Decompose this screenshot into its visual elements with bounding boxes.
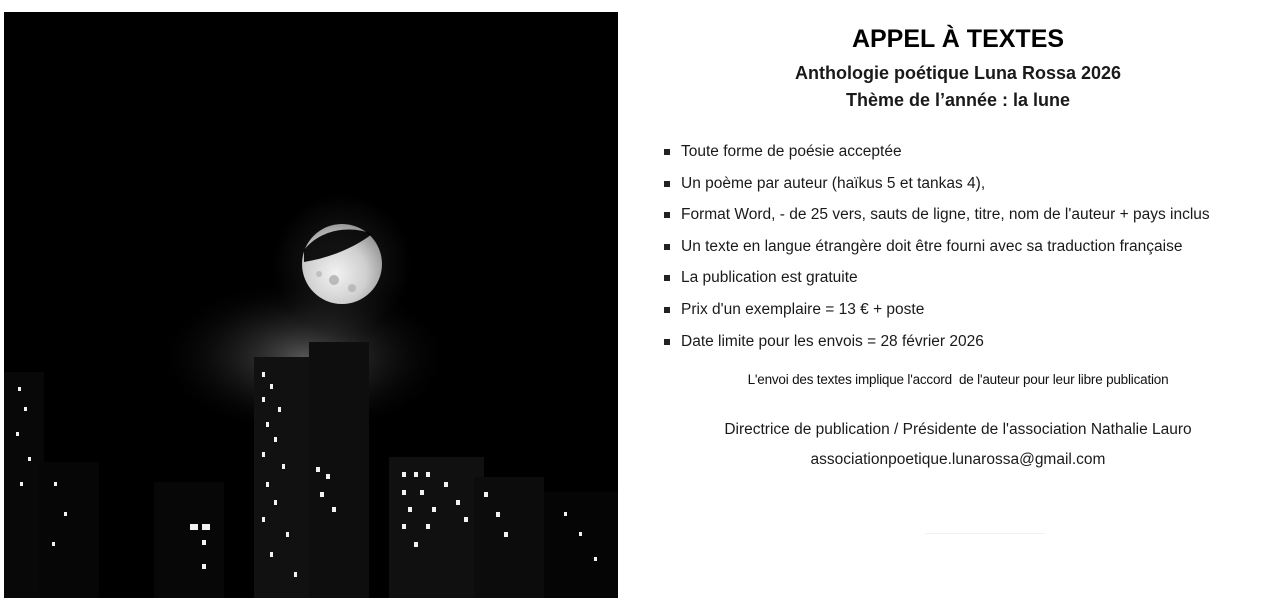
contact-email[interactable]: associationpoetique.lunarossa@gmail.com [810,450,1106,468]
page-title: APPEL À TEXTES [851,25,1065,53]
bullet-icon [664,181,670,187]
list-item-text: Format Word, - de 25 vers, sauts de ligne, titre, nom de l'auteur + pays inclus [681,206,1210,224]
bullet-icon [664,307,670,313]
bullet-icon [664,339,670,345]
list-item-text: La publication est gratuite [681,269,858,287]
bullet-icon [664,149,670,155]
publication-director: Directrice de publication / Présidente de l'association Nathalie Lauro [724,420,1192,438]
list-item [662,268,1276,288]
list-item-text: Un poème par auteur (haïkus 5 et tankas 4), [681,174,986,192]
list-item-text: Prix d'un exemplaire = 13 € + poste [681,300,925,318]
list-item [662,174,1276,194]
moon-city-photo [4,12,618,598]
bullet-icon [664,275,670,281]
rules-list [640,142,1276,352]
list-item-text: Un texte en langue étrangère doit être fourni avec sa traduction française [681,237,1183,255]
call-for-texts-panel [640,22,1276,470]
moon-icon [302,224,382,304]
divider [925,533,1045,534]
list-item-text: Date limite pour les envois = 28 février 2026 [681,332,984,350]
night-city-moon-image [4,12,618,598]
list-item [662,332,1276,352]
list-item [662,205,1276,225]
bullet-icon [664,244,670,250]
publication-consent-note: L'envoi des textes implique l'accord de l'auteur pour leur libre publication [747,371,1169,387]
list-item [662,142,1276,162]
list-item [662,300,1276,320]
list-item-text: Toute forme de poésie acceptée [681,143,902,160]
list-item [662,237,1276,257]
theme-heading: Thème de l’année : la lune [845,90,1071,110]
bullet-icon [664,212,670,218]
anthology-subtitle: Anthologie poétique Luna Rossa 2026 [794,63,1122,83]
